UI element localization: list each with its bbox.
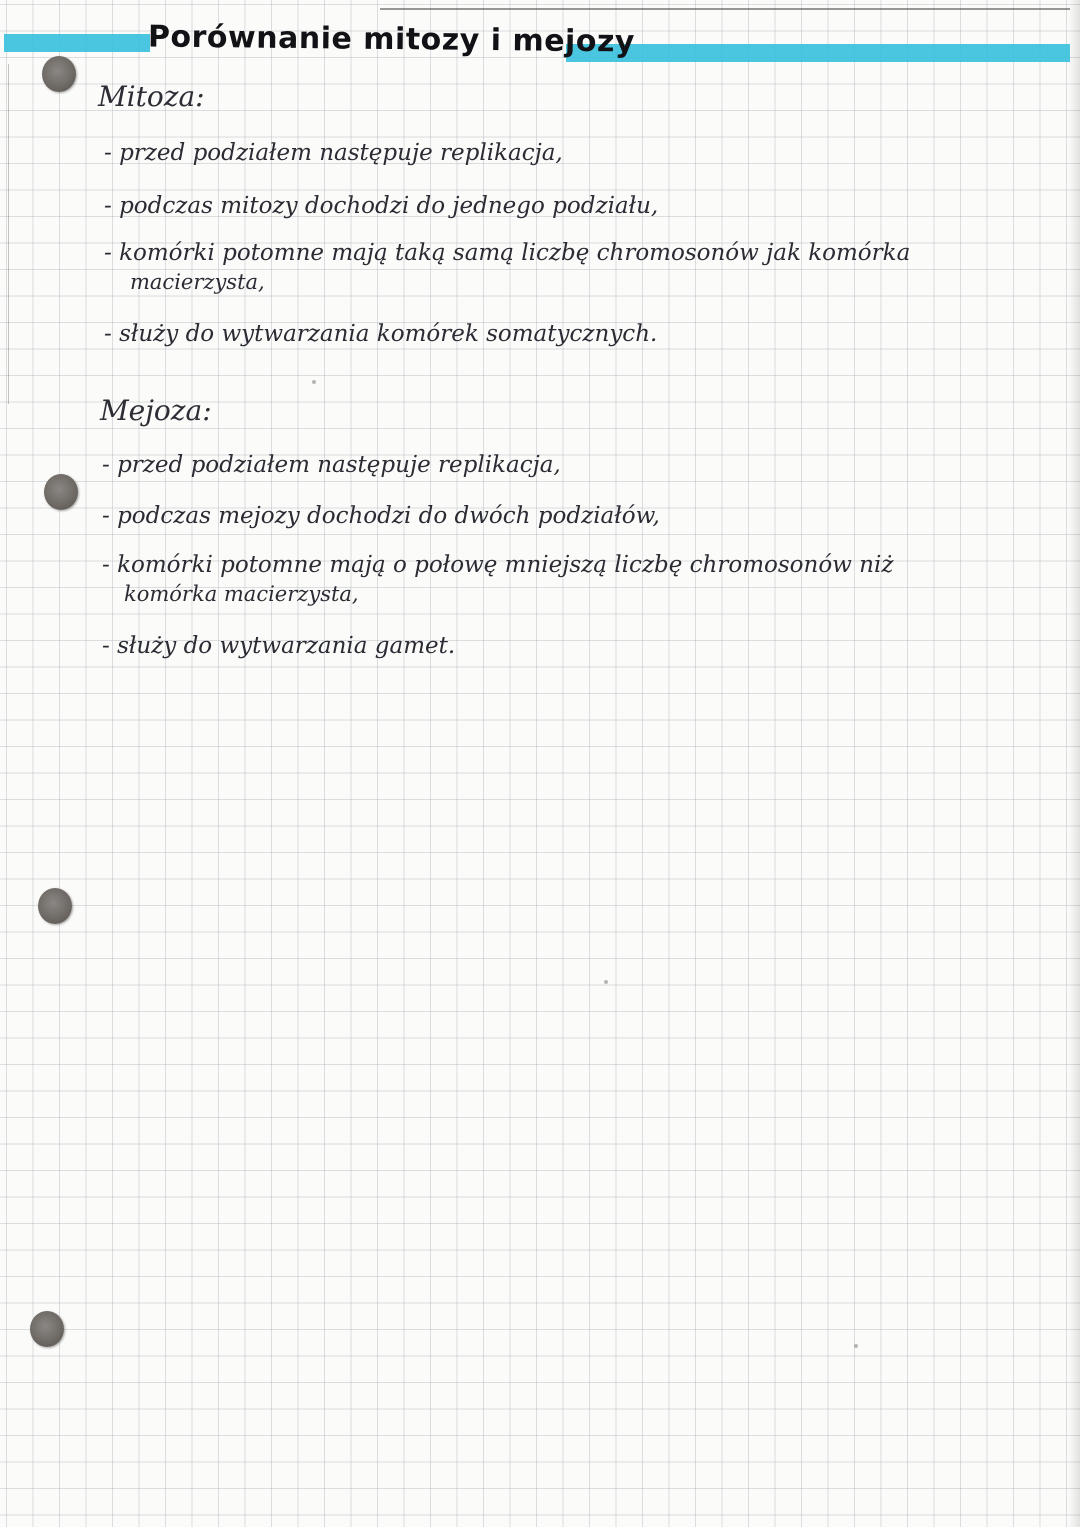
page-left-edge <box>8 64 9 404</box>
paper-speck <box>312 380 316 384</box>
list-item: - przed podziałem następuje replikacja, <box>104 140 563 166</box>
punch-hole <box>44 474 78 510</box>
list-item: - komórki potomne mają taką samą liczbę chromosonów jak komórka <box>104 240 911 266</box>
punch-hole <box>38 888 72 924</box>
list-item: - służy do wytwarzania gamet. <box>102 633 456 659</box>
title-highlight-right <box>566 44 1070 62</box>
punch-hole <box>42 56 76 92</box>
list-item: - komórki potomne mają o połowę mniejszą liczbę chromosonów niż <box>102 552 894 578</box>
title-highlight-left <box>4 34 150 52</box>
punch-hole <box>30 1311 64 1347</box>
list-item-continuation: macierzysta, <box>130 270 265 294</box>
list-item-continuation: komórka macierzysta, <box>124 582 359 606</box>
paper-speck <box>854 1344 858 1348</box>
section-heading-mitoza: Mitoza: <box>98 80 205 113</box>
paper-speck <box>604 980 608 984</box>
page-shadow <box>1068 0 1080 1527</box>
page-top-edge <box>380 8 1070 10</box>
section-heading-mejoza: Mejoza: <box>100 394 212 427</box>
page-title: Porównanie mitozy i mejozy <box>147 19 636 60</box>
list-item: - służy do wytwarzania komórek somatycznych. <box>104 321 658 347</box>
list-item: - podczas mitozy dochodzi do jednego podziału, <box>104 193 659 219</box>
list-item: - podczas mejozy dochodzi do dwóch podziałów, <box>102 503 660 529</box>
list-item: - przed podziałem następuje replikacja, <box>102 452 561 478</box>
